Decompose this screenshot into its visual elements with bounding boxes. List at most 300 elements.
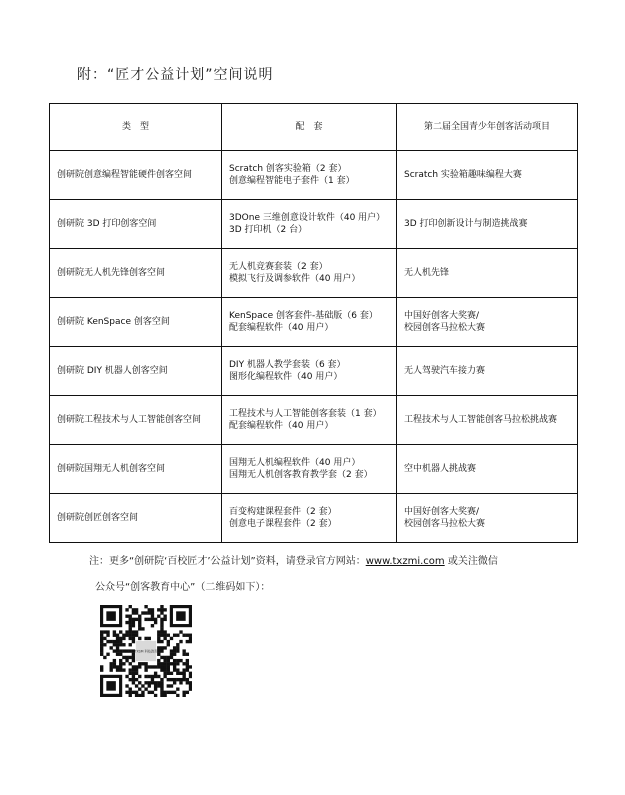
qr-module xyxy=(186,659,189,662)
qr-module xyxy=(163,691,166,694)
qr-module xyxy=(100,668,103,671)
qr-module xyxy=(167,691,170,694)
cell-kit xyxy=(222,445,397,494)
qr-module xyxy=(132,672,135,675)
qr-module xyxy=(144,687,147,690)
table-row xyxy=(50,396,578,445)
project-line: 校园创客马拉松大赛 xyxy=(404,519,486,529)
qr-module xyxy=(163,694,166,697)
qr-module xyxy=(135,665,138,668)
qr-module xyxy=(160,627,163,630)
qr-module xyxy=(116,643,119,646)
qr-module xyxy=(163,630,166,633)
qr-module xyxy=(135,630,138,633)
qr-module xyxy=(189,640,192,643)
qr-module xyxy=(129,649,132,652)
qr-module xyxy=(160,678,163,681)
qr-module xyxy=(151,675,154,678)
qr-module xyxy=(154,681,157,684)
qr-module xyxy=(135,691,138,694)
qr-module xyxy=(173,653,176,656)
project-line: 工程技术与人工智能创客马拉松挑战赛 xyxy=(404,415,558,425)
qr-module xyxy=(129,694,132,697)
qr-module xyxy=(141,611,144,614)
qr-module xyxy=(157,640,160,643)
qr-module xyxy=(119,665,122,668)
qr-module xyxy=(122,649,125,652)
qr-module xyxy=(173,649,176,652)
qr-module xyxy=(113,662,116,665)
cell-kit xyxy=(222,249,397,298)
qr-module xyxy=(182,634,185,637)
qr-module xyxy=(160,649,163,652)
qr-module xyxy=(119,630,122,633)
qr-module xyxy=(189,681,192,684)
qr-module xyxy=(113,665,116,668)
qr-module xyxy=(132,618,135,621)
qr-module xyxy=(163,618,166,621)
note-suffix: 或关注微信 xyxy=(444,556,498,567)
qr-module xyxy=(125,649,128,652)
qr-module xyxy=(122,634,125,637)
qr-module xyxy=(148,675,151,678)
qr-module xyxy=(125,691,128,694)
note-line-1 xyxy=(89,552,498,567)
kit-line: 国翔无人机创客教育教学套（2 套） xyxy=(229,470,373,480)
project-line: 无人驾驶汽车接力赛 xyxy=(404,366,486,376)
qr-module xyxy=(151,678,154,681)
qr-module xyxy=(176,678,179,681)
qr-module xyxy=(176,634,179,637)
qr-module xyxy=(163,659,166,662)
qr-module xyxy=(135,618,138,621)
qr-module xyxy=(163,637,166,640)
qr-module xyxy=(144,662,147,665)
qr-module xyxy=(135,634,138,637)
qr-module xyxy=(173,646,176,649)
cell-kit xyxy=(222,298,397,347)
qr-module xyxy=(160,621,163,624)
qr-module xyxy=(100,637,103,640)
qr-module xyxy=(116,640,119,643)
qr-module xyxy=(132,624,135,627)
qr-module xyxy=(160,640,163,643)
qr-modules xyxy=(100,605,192,697)
cell-type: 创研院创意编程智能硬件创客空间 xyxy=(50,151,222,200)
qr-module xyxy=(100,653,103,656)
kit-line: DIY 机器人教学套装（6 套） xyxy=(229,360,346,370)
qr-module xyxy=(189,687,192,690)
qr-module xyxy=(113,659,116,662)
qr-module xyxy=(157,637,160,640)
qr-module xyxy=(157,649,160,652)
qr-module xyxy=(122,668,125,671)
qr-module xyxy=(167,659,170,662)
qr-module xyxy=(160,605,163,608)
qr-module xyxy=(157,634,160,637)
qr-module xyxy=(160,634,163,637)
qr-module xyxy=(157,662,160,665)
qr-module xyxy=(160,687,163,690)
qr-module xyxy=(173,662,176,665)
project-line: 空中机器人挑战赛 xyxy=(404,464,477,474)
qr-module xyxy=(138,665,141,668)
qr-module xyxy=(163,665,166,668)
qr-module xyxy=(170,649,173,652)
qr-module xyxy=(167,678,170,681)
qr-module xyxy=(176,687,179,690)
qr-module xyxy=(151,681,154,684)
qr-module xyxy=(186,662,189,665)
header-kit: 配 套 xyxy=(222,104,397,151)
qr-module xyxy=(141,684,144,687)
qr-module xyxy=(151,608,154,611)
qr-logo-text: TXSM 科技教育 xyxy=(134,649,158,654)
qr-module xyxy=(138,675,141,678)
qr-module xyxy=(154,687,157,690)
qr-module xyxy=(173,634,176,637)
qr-module xyxy=(129,678,132,681)
cell-project xyxy=(397,151,578,200)
qr-module xyxy=(106,634,109,637)
qr-module xyxy=(179,672,182,675)
qr-module xyxy=(144,668,147,671)
kit-line: 创意电子课程套件（2 套） xyxy=(229,519,337,529)
qr-module xyxy=(157,615,160,618)
qr-module xyxy=(138,627,141,630)
table-header-row xyxy=(50,104,578,151)
qr-module xyxy=(110,662,113,665)
qr-module xyxy=(160,630,163,633)
qr-module xyxy=(163,672,166,675)
qr-module xyxy=(129,656,132,659)
qr-module xyxy=(179,681,182,684)
qr-module xyxy=(144,618,147,621)
qr-module xyxy=(148,611,151,614)
qr-module xyxy=(125,615,128,618)
qr-module xyxy=(141,627,144,630)
qr-module xyxy=(157,630,160,633)
header-project: 第二届全国青少年创客活动项目 xyxy=(397,104,578,151)
page-title: 附：“匠才公益计划”空间说明 xyxy=(77,67,274,83)
qr-module xyxy=(182,662,185,665)
qr-module xyxy=(119,662,122,665)
qr-module xyxy=(154,694,157,697)
cell-project xyxy=(397,298,578,347)
qr-module xyxy=(106,640,109,643)
qr-module xyxy=(154,665,157,668)
project-line: 3D 打印创新设计与制造挑战赛 xyxy=(404,219,528,229)
qr-module xyxy=(103,630,106,633)
qr-module xyxy=(151,624,154,627)
qr-module xyxy=(138,662,141,665)
kit-line: 无人机竞赛套装（2 套） xyxy=(229,262,328,272)
qr-module xyxy=(151,618,154,621)
qr-module xyxy=(160,656,163,659)
kit-line: 3DOne 三维创意设计软件（40 用户） xyxy=(229,213,386,223)
qr-module xyxy=(148,681,151,684)
qr-module xyxy=(170,656,173,659)
qr-module xyxy=(103,643,106,646)
qr-code-image xyxy=(100,605,192,697)
qr-module xyxy=(129,691,132,694)
kit-line: 百变构建课程套件（2 套） xyxy=(229,507,337,517)
qr-module xyxy=(129,662,132,665)
qr-module xyxy=(186,634,189,637)
qr-module xyxy=(176,643,179,646)
qr-module xyxy=(113,634,116,637)
cell-project xyxy=(397,494,578,543)
qr-module xyxy=(132,691,135,694)
qr-module xyxy=(129,627,132,630)
qr-module xyxy=(157,681,160,684)
qr-module xyxy=(167,643,170,646)
cell-type: 创研院国翔无人机创客空间 xyxy=(50,445,222,494)
qr-module xyxy=(154,675,157,678)
qr-module xyxy=(110,640,113,643)
qr-module xyxy=(125,659,128,662)
qr-module xyxy=(116,649,119,652)
qr-module xyxy=(148,608,151,611)
cell-project xyxy=(397,445,578,494)
qr-module xyxy=(189,665,192,668)
qr-module xyxy=(154,672,157,675)
qr-module xyxy=(138,624,141,627)
qr-module xyxy=(125,634,128,637)
qr-module xyxy=(151,615,154,618)
qr-module xyxy=(135,684,138,687)
qr-module xyxy=(110,646,113,649)
qr-module xyxy=(160,681,163,684)
qr-module xyxy=(129,634,132,637)
qr-module xyxy=(157,653,160,656)
qr-module xyxy=(151,665,154,668)
qr-module xyxy=(132,656,135,659)
qr-module xyxy=(132,621,135,624)
qr-module xyxy=(151,611,154,614)
qr-module xyxy=(141,662,144,665)
qr-module xyxy=(144,605,147,608)
qr-module xyxy=(182,675,185,678)
qr-module xyxy=(182,668,185,671)
qr-module xyxy=(179,678,182,681)
qr-module xyxy=(186,678,189,681)
table-body xyxy=(50,151,578,543)
qr-module xyxy=(103,637,106,640)
qr-module xyxy=(170,662,173,665)
qr-module xyxy=(129,643,132,646)
qr-module xyxy=(132,640,135,643)
qr-module xyxy=(176,649,179,652)
qr-module xyxy=(138,694,141,697)
qr-module xyxy=(163,646,166,649)
qr-module xyxy=(160,665,163,668)
qr-module xyxy=(129,621,132,624)
qr-module xyxy=(167,672,170,675)
qr-module xyxy=(132,659,135,662)
qr-module xyxy=(163,615,166,618)
qr-module xyxy=(138,637,141,640)
qr-module xyxy=(103,656,106,659)
qr-module xyxy=(176,646,179,649)
qr-module xyxy=(132,668,135,671)
qr-module xyxy=(116,668,119,671)
cell-project xyxy=(397,200,578,249)
qr-module xyxy=(186,653,189,656)
qr-module xyxy=(186,691,189,694)
qr-module xyxy=(176,694,179,697)
qr-module xyxy=(116,634,119,637)
qr-module xyxy=(186,668,189,671)
table-row xyxy=(50,200,578,249)
qr-module xyxy=(157,646,160,649)
qr-module xyxy=(116,646,119,649)
qr-module xyxy=(119,653,122,656)
qr-module xyxy=(160,684,163,687)
qr-module xyxy=(163,634,166,637)
qr-module xyxy=(116,637,119,640)
kit-line: 模拟飞行及调参软件（40 用户） xyxy=(229,274,361,284)
qr-module xyxy=(189,637,192,640)
header-type: 类 型 xyxy=(50,104,222,151)
qr-module xyxy=(129,618,132,621)
qr-module xyxy=(132,630,135,633)
qr-module xyxy=(182,653,185,656)
qr-module xyxy=(100,634,103,637)
qr-module xyxy=(157,659,160,662)
cell-kit xyxy=(222,494,397,543)
qr-module xyxy=(148,665,151,668)
qr-module xyxy=(135,694,138,697)
qr-module xyxy=(129,605,132,608)
qr-module xyxy=(119,640,122,643)
cell-kit xyxy=(222,151,397,200)
qr-module xyxy=(176,672,179,675)
qr-module xyxy=(119,643,122,646)
qr-module xyxy=(138,621,141,624)
qr-module xyxy=(163,656,166,659)
qr-module xyxy=(189,672,192,675)
cell-kit xyxy=(222,347,397,396)
kit-line: 配套编程软件（40 用户） xyxy=(229,323,334,333)
qr-module xyxy=(106,653,109,656)
qr-module xyxy=(132,608,135,611)
qr-module xyxy=(144,611,147,614)
qr-module xyxy=(167,665,170,668)
qr-module xyxy=(122,656,125,659)
cell-type: 创研院 DIY 机器人创客空间 xyxy=(50,347,222,396)
qr-module xyxy=(167,684,170,687)
qr-module xyxy=(154,684,157,687)
qr-module xyxy=(170,637,173,640)
qr-module xyxy=(148,691,151,694)
qr-module xyxy=(141,691,144,694)
qr-module xyxy=(132,678,135,681)
qr-module xyxy=(173,678,176,681)
project-line: 校园创客马拉松大赛 xyxy=(404,323,486,333)
qr-module xyxy=(129,687,132,690)
qr-module xyxy=(160,662,163,665)
qr-module xyxy=(100,649,103,652)
website-link[interactable]: www.txzmi.com xyxy=(365,556,445,567)
cell-project xyxy=(397,249,578,298)
qr-module xyxy=(157,675,160,678)
qr-module xyxy=(138,681,141,684)
table-row xyxy=(50,347,578,396)
qr-module xyxy=(129,624,132,627)
kit-line: 国翔无人机编程软件（40 用户） xyxy=(229,458,361,468)
qr-module xyxy=(176,668,179,671)
cell-kit xyxy=(222,200,397,249)
project-line: 无人机先锋 xyxy=(404,268,450,278)
qr-module xyxy=(163,668,166,671)
qr-module xyxy=(138,615,141,618)
qr-module xyxy=(125,684,128,687)
qr-module xyxy=(157,608,160,611)
qr-module xyxy=(179,630,182,633)
qr-module xyxy=(129,630,132,633)
qr-module xyxy=(186,665,189,668)
table-row xyxy=(50,249,578,298)
qr-module xyxy=(138,687,141,690)
kit-line: 图形化编程软件（40 用户） xyxy=(229,372,343,382)
qr-module xyxy=(113,649,116,652)
qr-module xyxy=(135,611,138,614)
kit-line: Scratch 创客实验箱（2 套） xyxy=(229,164,347,174)
qr-module xyxy=(135,608,138,611)
qr-module xyxy=(157,665,160,668)
qr-module xyxy=(132,637,135,640)
qr-module xyxy=(113,640,116,643)
qr-module xyxy=(182,678,185,681)
qr-module xyxy=(116,665,119,668)
qr-module xyxy=(129,672,132,675)
qr-module xyxy=(122,637,125,640)
qr-module xyxy=(132,634,135,637)
kit-line: 创意编程智能电子套件（1 套） xyxy=(229,176,355,186)
table-row xyxy=(50,445,578,494)
qr-module xyxy=(179,659,182,662)
qr-module xyxy=(135,678,138,681)
qr-module xyxy=(132,681,135,684)
qr-module xyxy=(163,675,166,678)
qr-module xyxy=(144,681,147,684)
cell-type: 创研院创匠创客空间 xyxy=(50,494,222,543)
qr-module xyxy=(144,665,147,668)
qr-module xyxy=(163,608,166,611)
space-table xyxy=(49,103,578,543)
qr-module xyxy=(167,668,170,671)
qr-module xyxy=(100,646,103,649)
qr-module xyxy=(144,637,147,640)
cell-type: 创研院无人机先锋创客空间 xyxy=(50,249,222,298)
qr-module xyxy=(170,691,173,694)
qr-module xyxy=(119,637,122,640)
qr-module xyxy=(173,681,176,684)
qr-module xyxy=(163,662,166,665)
qr-module xyxy=(110,668,113,671)
qr-module xyxy=(170,678,173,681)
qr-module xyxy=(119,649,122,652)
qr-module xyxy=(160,618,163,621)
qr-module xyxy=(144,675,147,678)
table-row xyxy=(50,298,578,347)
qr-module xyxy=(176,662,179,665)
qr-module xyxy=(173,691,176,694)
qr-module xyxy=(119,659,122,662)
qr-module xyxy=(148,684,151,687)
qr-module xyxy=(157,684,160,687)
